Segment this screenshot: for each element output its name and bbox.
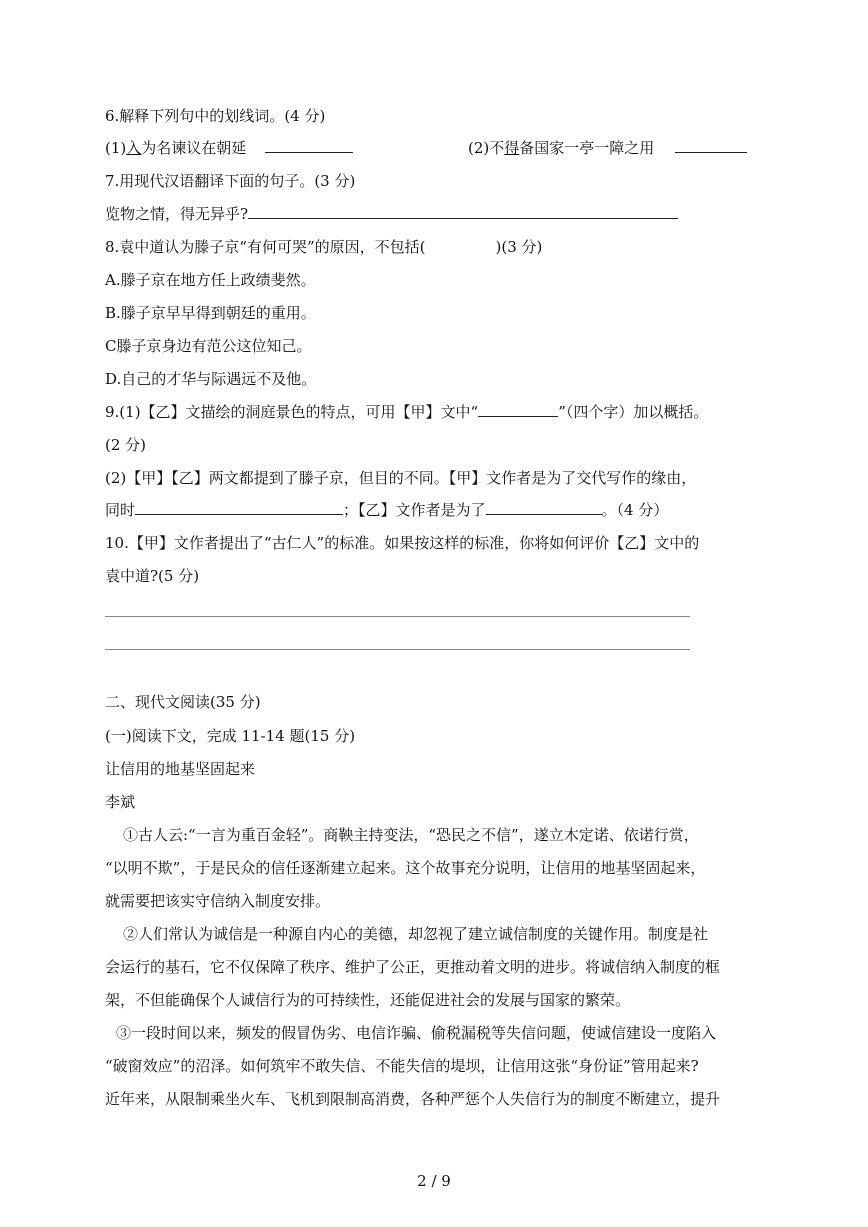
- q6-answer-blank-2[interactable]: [675, 138, 747, 153]
- q9-p2-text-a: 同时: [105, 501, 136, 519]
- q6-answer-blank-1[interactable]: [265, 138, 353, 153]
- paragraph-3-line-1: ③一段时间以来，频发的假冒伪劣、电信诈骗、偷税漏税等失信问题，使诚信建设一度陷入: [116, 1024, 717, 1042]
- paragraph-2-line-3: 架，不但能确保个人诚信行为的可持续性，还能促进社会的发展与国家的繁荣。: [105, 991, 631, 1009]
- q8-option-c: C滕子京身边有范公这位知己。: [105, 337, 312, 355]
- q6-item1-rest: 为名谏议在朝延: [141, 139, 247, 157]
- q9-p1-score: (2 分): [105, 436, 147, 454]
- q9-p2-text-b: ；【乙】文作者是为了: [343, 501, 486, 519]
- q7-sentence: 览物之情，得无异乎?: [105, 205, 249, 223]
- answer-line-2[interactable]: [105, 649, 690, 650]
- section-2-subheading: (一)阅读下文，完成 11-14 题(15 分): [105, 727, 356, 745]
- q6-item1-underlined: 入: [126, 139, 142, 157]
- question-6-items: [105, 138, 353, 158]
- q9-part-2-line-2: [105, 500, 668, 520]
- q8-title-part-a: 8.袁中道认为滕子京“有何可哭”的原因，不包括(: [105, 238, 426, 256]
- q9-p2-text-c: 。（4 分）: [601, 501, 669, 519]
- q7-answer-blank[interactable]: [248, 204, 678, 219]
- q9-part-2-line-1: (2)【甲】【乙】两文都提到了滕子京，但目的不同。【甲】文作者是为了交代写作的缘由，: [105, 469, 697, 487]
- q6-item1-prefix: (1): [105, 139, 127, 157]
- page-number: 2 / 9: [417, 1172, 451, 1190]
- question-10-line-1: 10.【甲】文作者提出了“古仁人”的标准。如果按这样的标准，你将如何评价【乙】文中的: [105, 534, 700, 552]
- article-title: 让信用的地基坚固起来: [105, 760, 256, 778]
- q8-option-b: B.滕子京早早得到朝廷的重用。: [105, 304, 316, 322]
- paragraph-2-line-1: ②人们常认为诚信是一种源自内心的美德，却忽视了建立诚信制度的关键作用。制度是社: [123, 925, 709, 943]
- article-author: 李斌: [105, 793, 136, 811]
- question-10-line-2: 袁中道?(5 分): [105, 567, 200, 585]
- question-6-item-2: [468, 138, 747, 158]
- q8-option-a: A.滕子京在地方任上政绩斐然。: [105, 271, 316, 289]
- answer-line-1[interactable]: [105, 616, 690, 617]
- q9-p2-answer-blank-1[interactable]: [135, 500, 343, 515]
- q9-p1-text-b: ”（四个字）加以概括。: [558, 403, 709, 421]
- q8-title-part-b: )(3 分): [495, 238, 543, 256]
- paragraph-1-line-3: 就需要把该实守信纳入制度安排。: [105, 892, 331, 910]
- q6-item2-prefix: (2)不: [468, 139, 505, 157]
- q8-option-d: D.自己的才华与际遇远不及他。: [105, 370, 317, 388]
- paragraph-3-line-3: 近年来，从限制乘坐火车、飞机到限制高消费，各种严惩个人失信行为的制度不断建立，提升: [105, 1090, 721, 1108]
- q9-p2-answer-blank-2[interactable]: [486, 500, 602, 515]
- question-7-sentence-line: [105, 204, 678, 224]
- q6-item2-rest: 备国家一亭一障之用: [519, 139, 655, 157]
- paragraph-1-line-1: ①古人云:“一言为重百金轻”。商鞅主持变法，“恐民之不信”，遂立木定诺、依诺行赏，: [123, 826, 699, 844]
- paragraph-3-line-2: “破窗效应”的沼泽。如何筑牢不敢失信、不能失信的堤坝，让信用这张“身份证”管用起来?: [105, 1057, 699, 1075]
- question-6-title: 6.解释下列句中的划线词。(4 分): [105, 107, 326, 125]
- q6-item2-underlined: 得: [504, 139, 520, 157]
- question-9-part-1: [105, 402, 708, 422]
- question-7-title: 7.用现代汉语翻译下面的句子。(3 分): [105, 172, 356, 190]
- paragraph-1-line-2: “以明不欺”，于是民众的信任逐渐建立起来。这个故事充分说明，让信用的地基坚固起来，: [105, 859, 706, 877]
- paragraph-2-line-2: 会运行的基石，它不仅保障了秩序、维护了公正，更推动着文明的进步。将诚信纳入制度的框: [105, 958, 721, 976]
- q9-p1-answer-blank[interactable]: [478, 402, 558, 417]
- q9-p1-text-a: 9.(1)【乙】文描绘的洞庭景色的特点，可用【甲】文中“: [105, 403, 479, 421]
- question-8-title: [105, 237, 542, 257]
- section-2-heading: 二、现代文阅读(35 分): [105, 693, 261, 711]
